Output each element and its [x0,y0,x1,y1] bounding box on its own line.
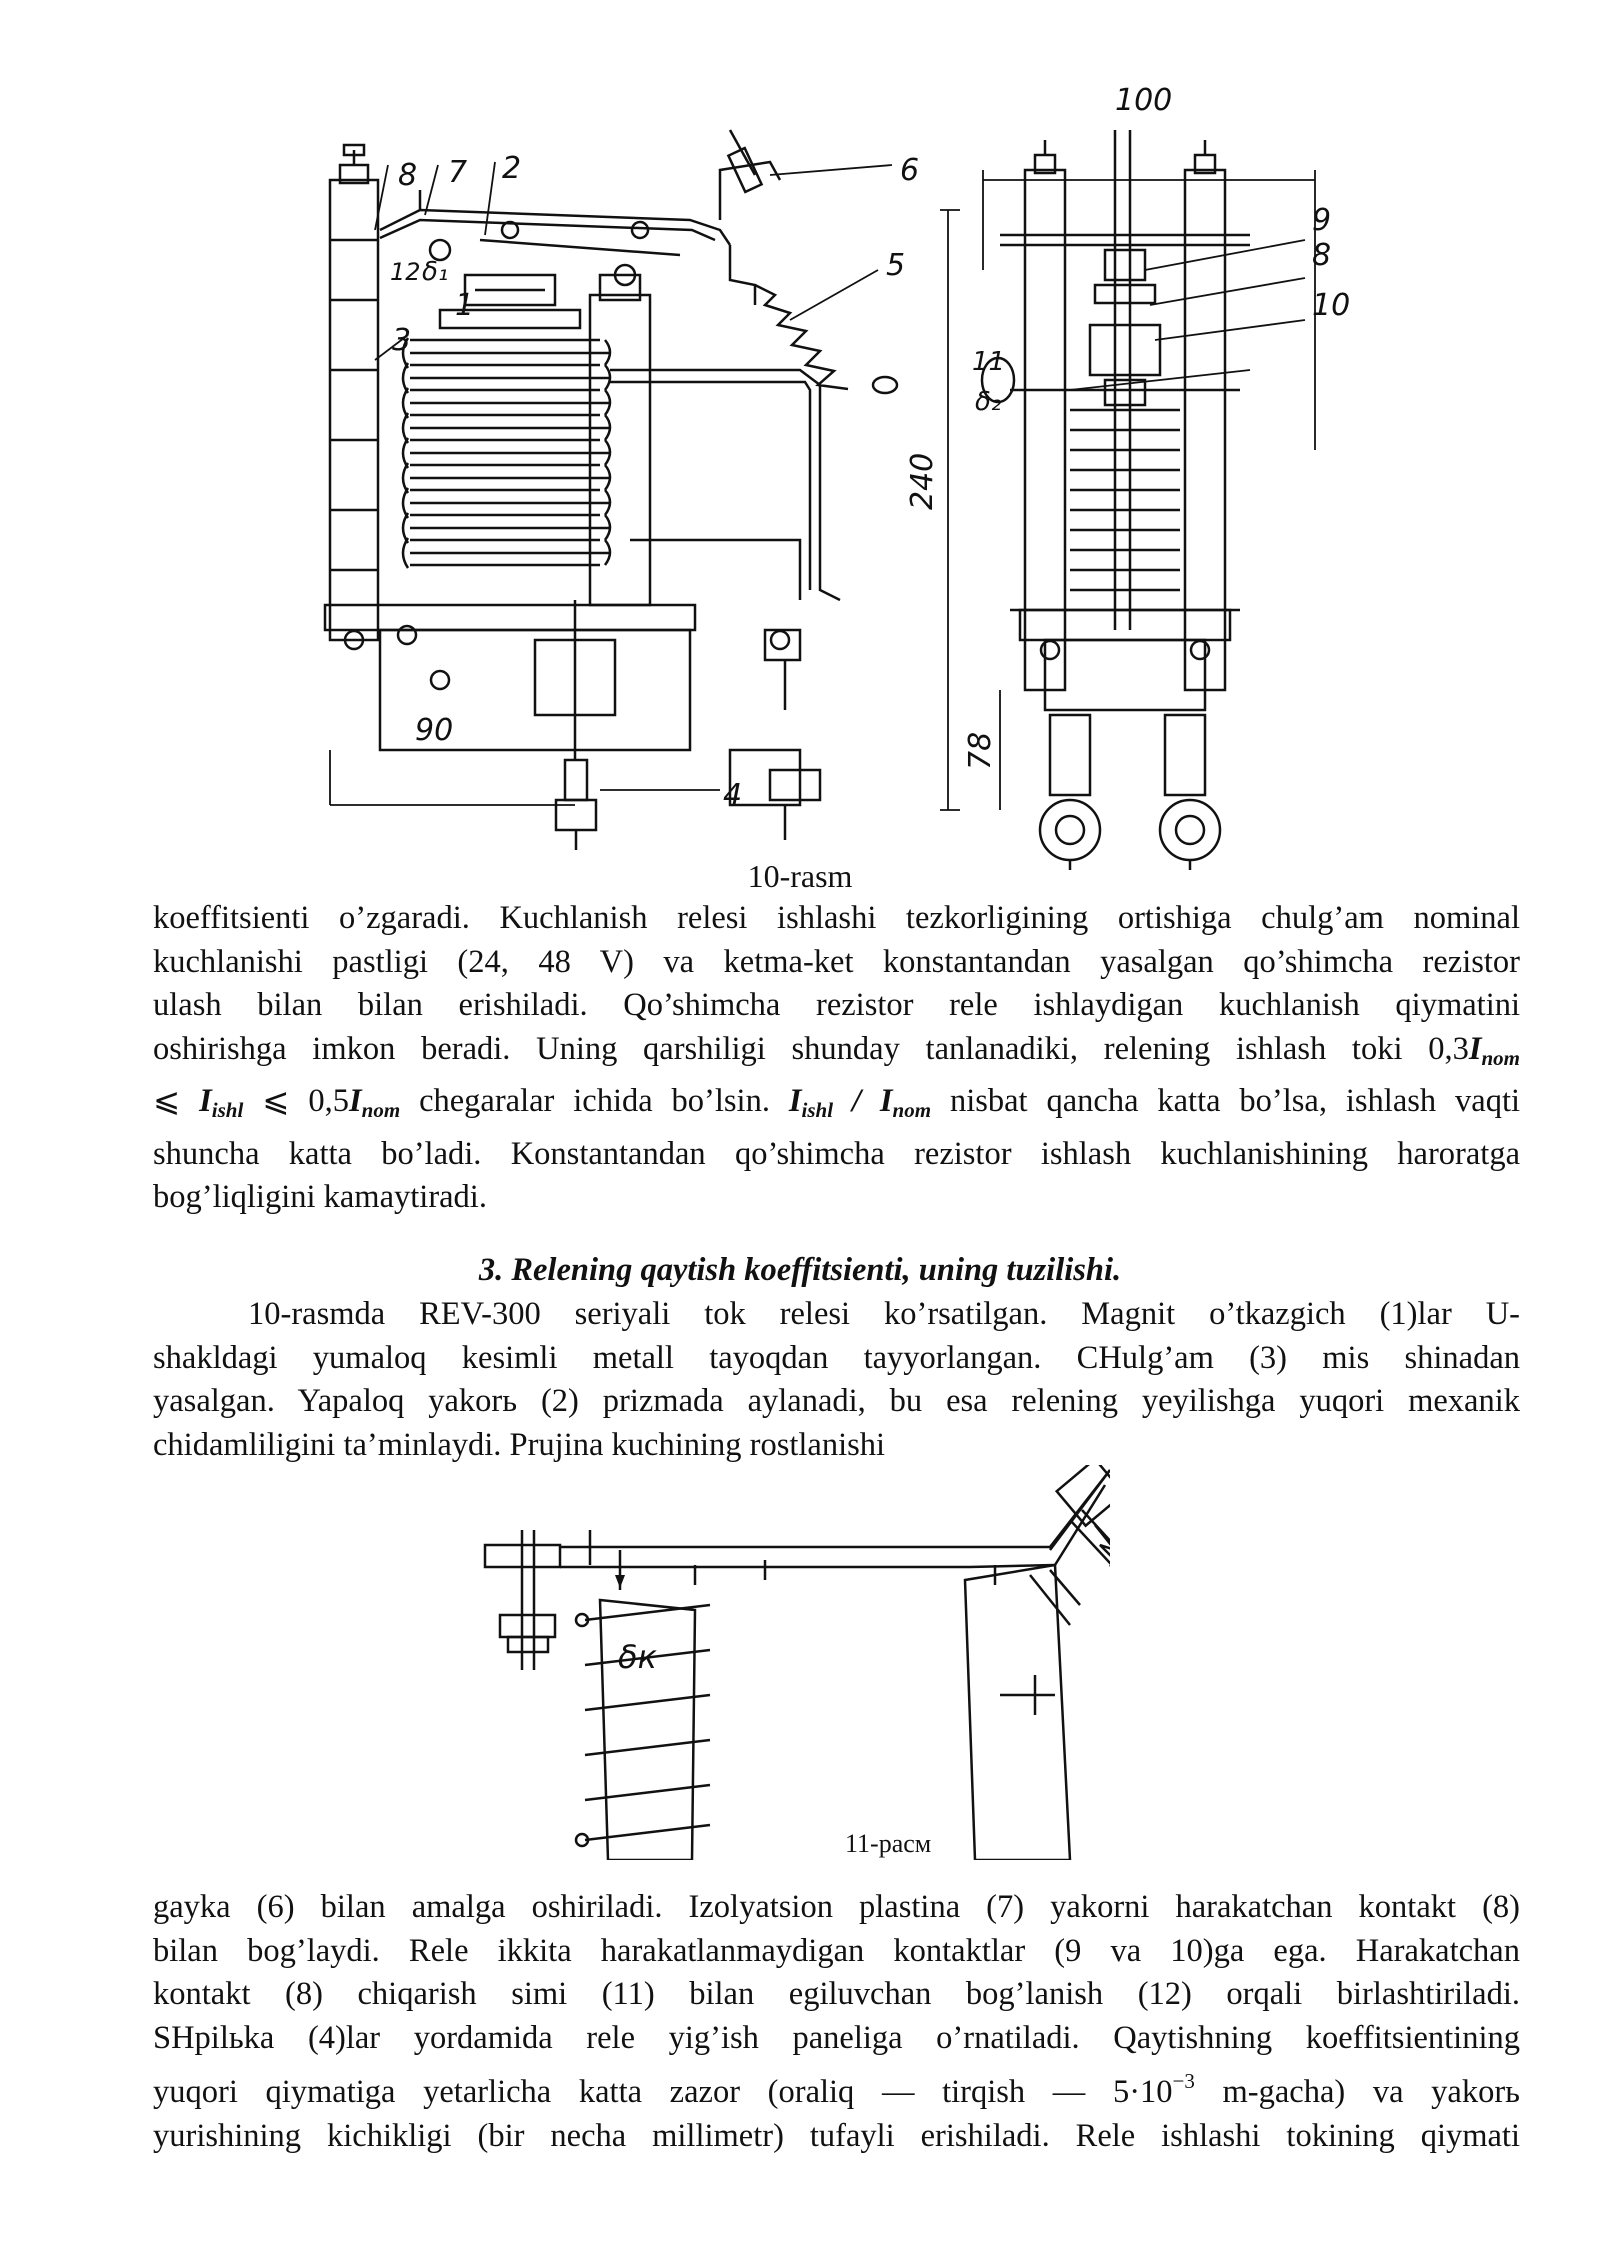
callout-8: 8 [398,158,418,193]
text-line: gayka (6) bilan amalga oshiriladi. Izolyatsion plastina (7) yakorni harakatchan kontakt (8) [153,1889,1520,1925]
text-line-with-formula [153,1080,1520,1133]
paragraph-3 [153,1886,1520,2158]
figure-10-caption: 10-rasm [747,858,853,894]
text-line: chidamliligini ta’minlaydi. Prujina kuchining rostlanishi [153,1426,886,1463]
subscript-ishl: ishl [801,1098,834,1122]
text-line: SHpilьka (4)lar yordamida rele yig’ish paneliga o’rnatiladi. Qaytishning koeffitsientining [153,2019,1520,2056]
text-line: yurishining kichikligi (bir necha millimetr) tufayli erishiladi. Rele ishlashi tokining qiymati [153,2117,1520,2154]
callout-8-right: 8 [1312,238,1332,273]
symbol-I: I [349,1083,362,1119]
callout-3: 3 [392,323,412,358]
text-line: 10-rasmda REV-300 seriyali tok relesi ko’rsatilgan. Magnit o’tkazgich (1)lar U- [248,1296,1520,1332]
callout-1: 1 [455,288,475,323]
ratio-slash: / [833,1083,880,1119]
callout-delta1: δ₁ [422,257,449,287]
dim-90: 90 [415,713,454,748]
symbol-I: I [788,1083,802,1119]
text-line: bilan bog’laydi. Rele ikkita harakatlanmaydigan kontaktlar (9 va 10)ga ega. Harakatchan [153,1932,1520,1969]
text-line: yasalgan. Yapaloq yakorь (2) prizmada aylanadi, bu esa relening yeyilishga yuqori mexanik [153,1383,1520,1419]
le-symbol: ⩽ [153,1083,181,1119]
text-run: 0,5 [289,1083,349,1119]
text-run: chegaralar ichida bo’lsin. [400,1083,789,1119]
subscript-nom: nom [1481,1045,1520,1070]
text-line: kontakt (8) chiqarish simi (11) bilan egiluvchan bog’lanish (12) orqali birlashtiriladi. [153,1976,1520,2012]
callout-4: 4 [723,778,743,813]
text-line: shuncha katta bo’ladi. Konstantandan qo’shimcha rezistor ishlash kuchlanishining haroratga [153,1135,1520,1172]
subscript-nom: nom [892,1098,932,1122]
subscript-ishl: ishl [211,1098,244,1122]
callout-7: 7 [448,155,468,190]
text-line: ulash bilan bilan erishiladi. Qo’shimcha rezistor rele ishlaydigan kuchlanish qiymatini [153,987,1520,1023]
figure-11-drawing [470,1465,1110,1860]
paragraph-1 [153,897,1520,1220]
text-line-with-exponent [153,2060,1520,2115]
dim-100: 100 [1115,83,1173,118]
callout-11: 11 [972,347,1006,377]
symbol-I: I [1468,1030,1482,1067]
callout-2: 2 [502,151,522,186]
text-line-with-formula [153,1028,1520,1081]
text-line: kuchlanishi pastligi (24, 48 V) va ketma-ket konstantandan yasalgan qo’shimcha rezistor [153,943,1520,980]
callout-12: 12 [390,258,421,286]
text-line: shakldagi yumaloq kesimli metall tayoqdan tayyorlangan. CHulg’am (3) mis shinadan [153,1339,1520,1376]
callout-6: 6 [900,153,920,188]
paragraph-2 [153,1293,1520,1467]
callout-5: 5 [886,248,906,283]
symbol-I: I [199,1083,212,1119]
text-run: nisbat qancha katta bo’lsa, ishlash vaqti [931,1083,1521,1119]
text-run: yuqori qiymatiga yetarlicha katta zazor (oraliq — tirqish — 5·10 [153,2074,1173,2110]
text-line: bog’liqligini kamaytiradi. [153,1179,487,1215]
subscript-nom: nom [361,1098,401,1122]
text-line: koeffitsienti o’zgaradi. Kuchlanish relesi ishlashi tezkorligining ortishiga chulg’am nominal [153,900,1520,936]
callout-9: 9 [1312,203,1332,238]
text-run: m-gacha) va yakorь [1194,2074,1520,2110]
symbol-I: I [879,1083,893,1119]
figure-10-drawing [300,70,1360,870]
dim-240: 240 [905,452,940,510]
callout-delta2: δ₂ [975,387,1002,417]
text-run: oshirishga imkon beradi. Uning qarshiligi shunday tanlanadiki, relening ishlash toki 0,3 [153,1030,1469,1067]
exponent: −3 [1172,2069,1195,2093]
callout-10: 10 [1312,288,1351,323]
figure-11-caption: 11-расм [845,1829,932,1858]
le-symbol: ⩽ [262,1083,290,1119]
dim-78: 78 [963,731,998,770]
section-heading: 3. Relening qaytish koeffitsienti, uning tuzilishi. [478,1252,1122,1288]
gap-label: δк [618,1638,657,1676]
